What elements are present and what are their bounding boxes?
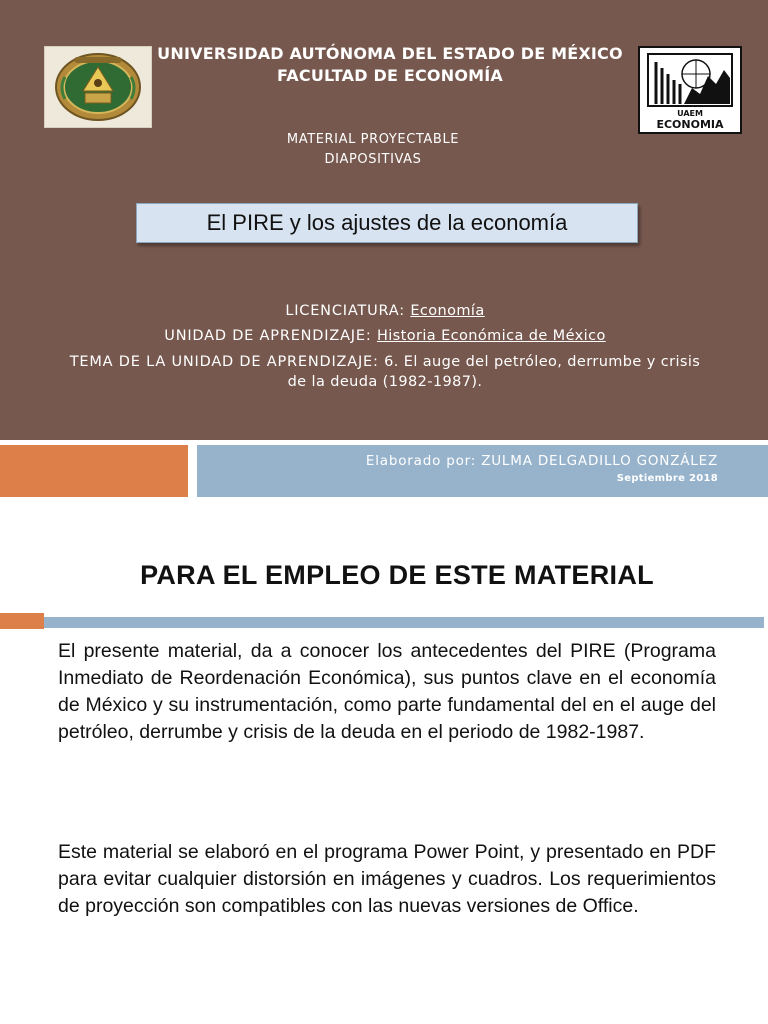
tema-line [60, 352, 710, 392]
economia-logo-text-uaem: UAEM [677, 109, 703, 118]
cover-slide [0, 0, 768, 505]
title-rule-blue [44, 617, 764, 628]
accent-bar-orange [0, 445, 188, 497]
economia-logo-icon [638, 46, 742, 134]
licenciatura-label: LICENCIATURA: [285, 303, 411, 319]
faculty-name: FACULTAD DE ECONOMÍA [277, 66, 503, 85]
economia-logo-text-economia: ECONOMIA [656, 118, 724, 131]
usage-paragraph-2: Este material se elaboró en el programa Power Point, y presentado en PDF para evitar cualquier distorsión en imágenes y cuadros. Los requerimientos de proyección son compatibles con las nuevas versiones de Office. [58, 841, 716, 917]
publication-date: Septiembre 2018 [616, 473, 718, 484]
tema-label: TEMA DE LA UNIDAD DE APRENDIZAJE: [69, 354, 385, 370]
unidad-value: Historia Económica de México [376, 328, 606, 344]
university-seal-icon [44, 46, 152, 128]
cover-title-box [136, 203, 638, 243]
licenciatura-line [60, 303, 710, 319]
author-credit: Elaborado por: ZULMA DELGADILLO GONZÁLEZ [365, 453, 718, 469]
material-type: MATERIAL PROYECTABLE [286, 132, 460, 147]
title-rule-orange [0, 613, 44, 629]
unidad-line [60, 328, 710, 344]
usage-paragraph-1: El presente material, da a conocer los antecedentes del PIRE (Programa Inmediato de Reordenación Económica), sus puntos clave en el economía de México y su instrumentación, como parte fundamental del en el auge del petróleo, derrumbe y crisis de la deuda en el periodo de 1982-1987. [58, 640, 716, 743]
university-name: UNIVERSIDAD AUTÓNOMA DEL ESTADO DE MÉXICO [157, 44, 623, 63]
material-format: DIAPOSITIVAS [324, 152, 422, 167]
licenciatura-value: Economía [410, 303, 485, 319]
tema-value: 6. El auge del petróleo, derrumbe y crisis de la deuda (1982-1987). [287, 354, 701, 390]
author-bar [197, 445, 768, 497]
cover-title: El PIRE y los ajustes de la economía [206, 210, 568, 235]
usage-title: PARA EL EMPLEO DE ESTE MATERIAL [140, 560, 654, 590]
unidad-label: UNIDAD DE APRENDIZAJE: [164, 328, 377, 344]
